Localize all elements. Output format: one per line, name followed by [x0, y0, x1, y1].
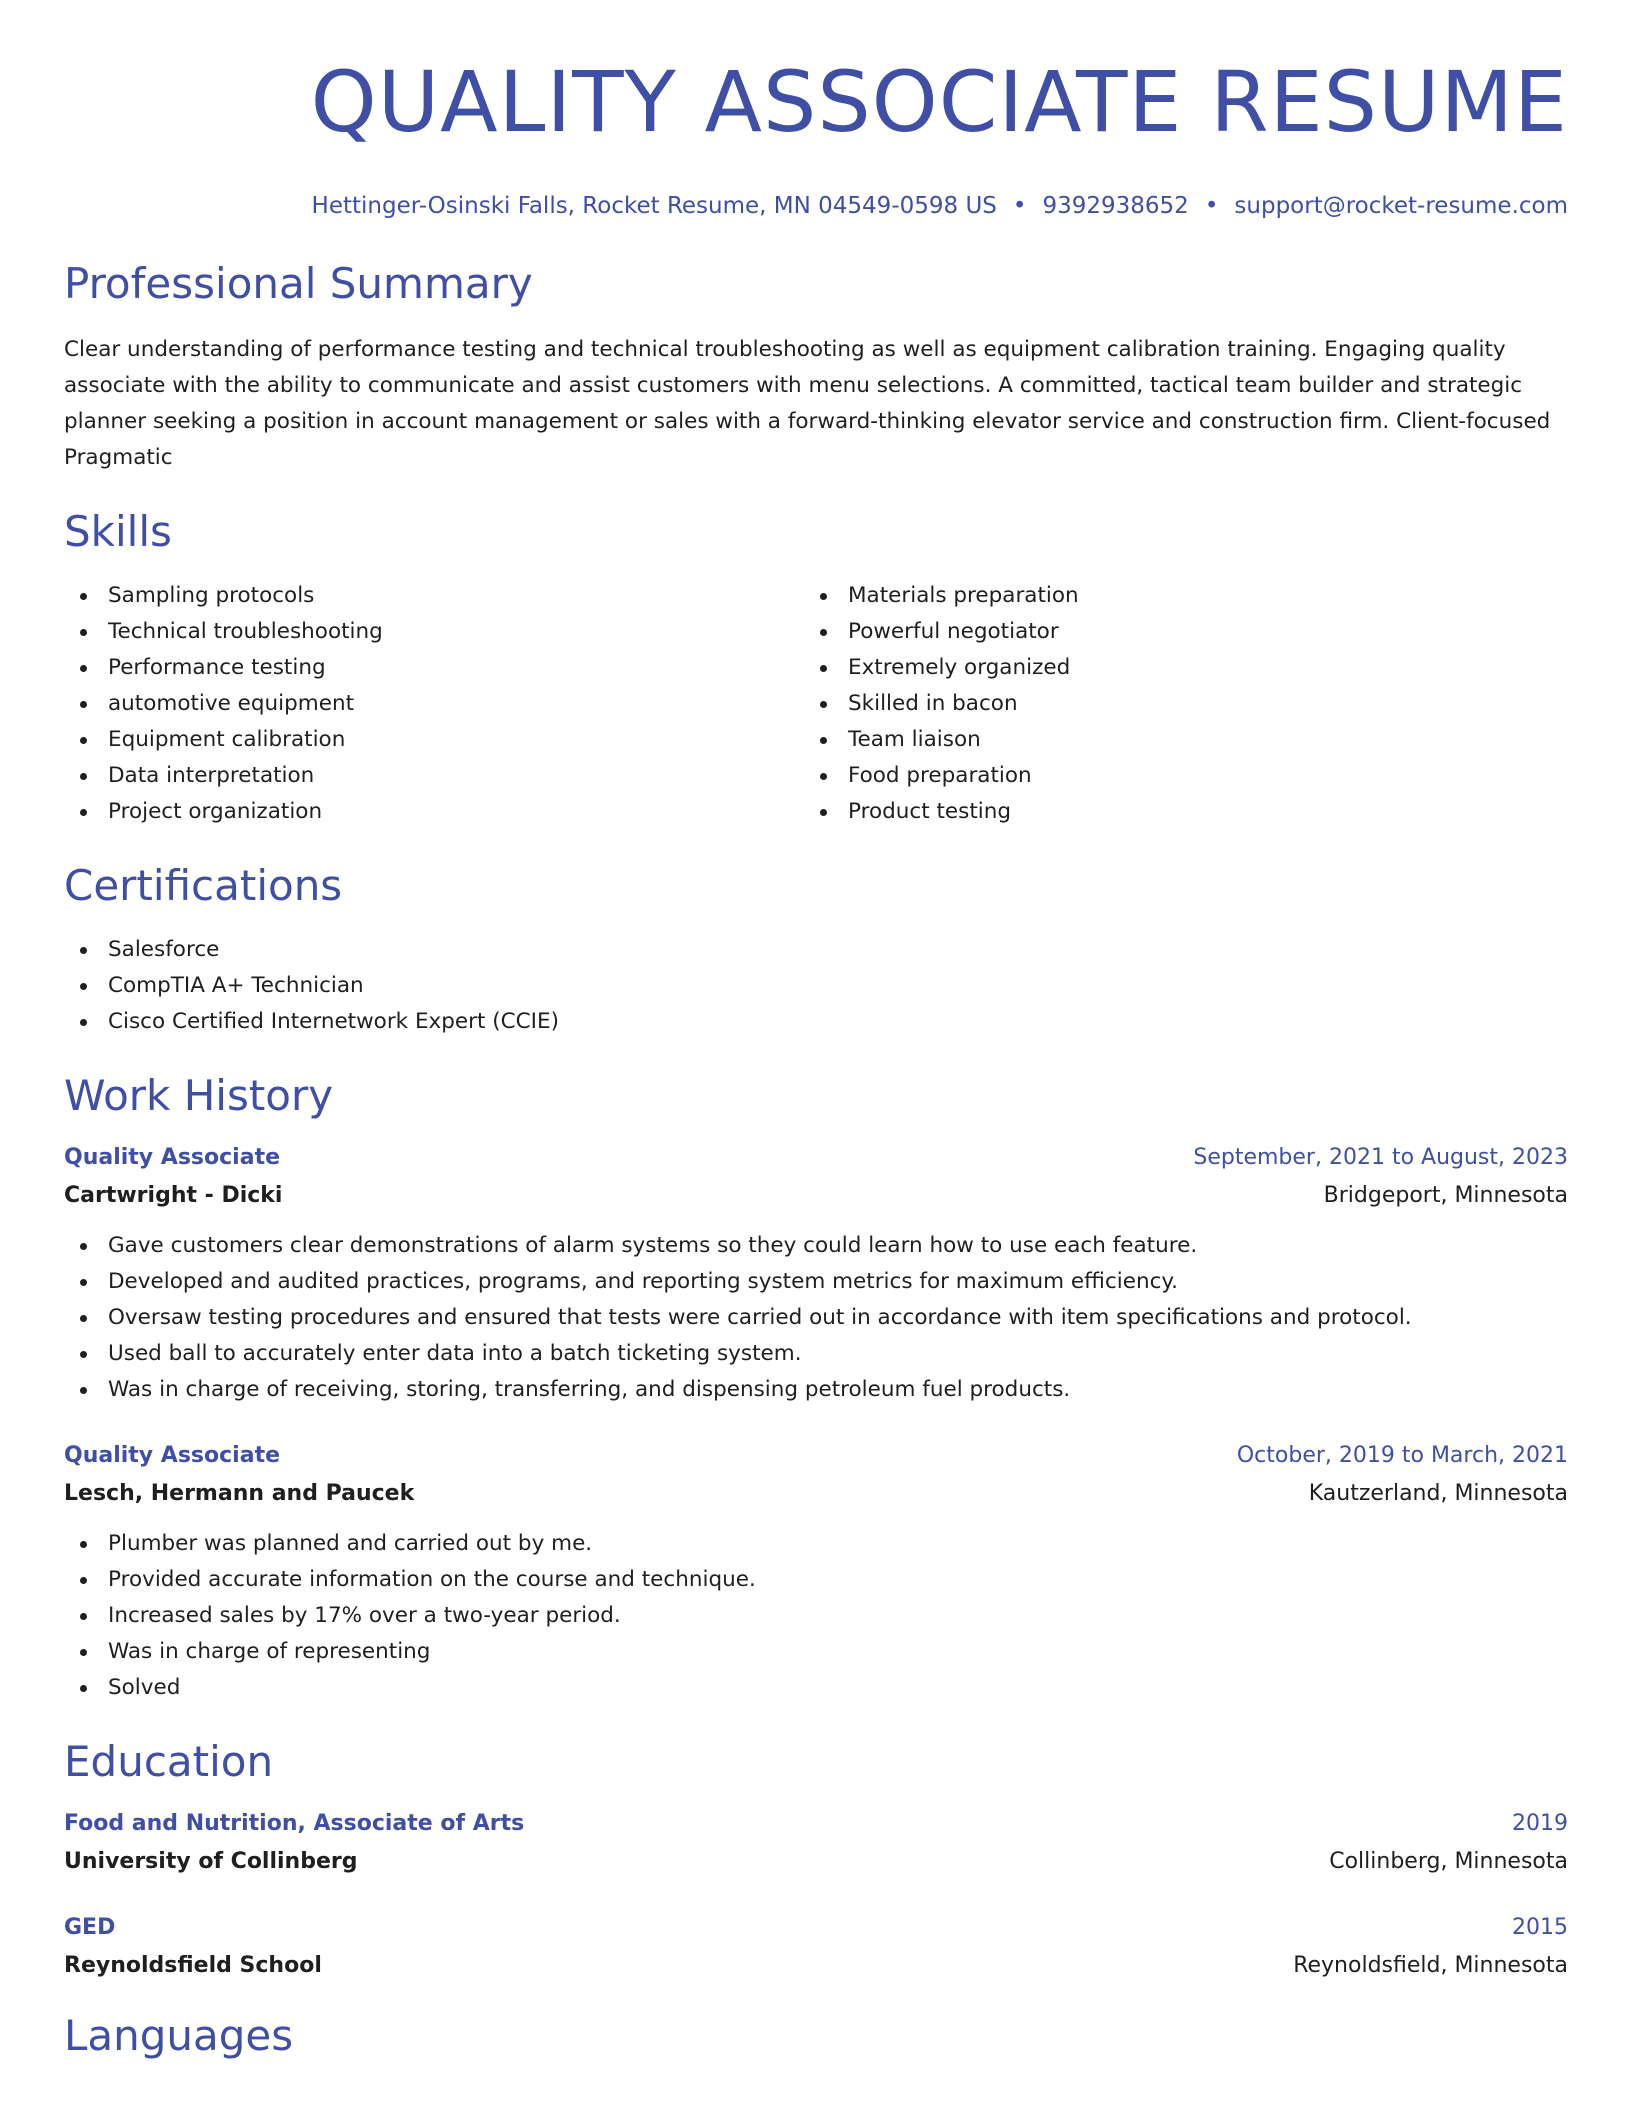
job-title-row	[64, 1438, 1568, 1474]
job-company: Cartwright - Dicki	[64, 1183, 283, 1208]
job-location: Bridgeport, Minnesota	[1323, 1183, 1568, 1208]
contact-email[interactable]: support@rocket-resume.com	[1234, 193, 1568, 219]
education-degree-row	[64, 1806, 1568, 1842]
job-location: Kautzerland, Minnesota	[1308, 1481, 1568, 1506]
list-item: Provided accurate information on the course and technique.	[64, 1562, 1568, 1598]
skills-heading: Skills	[64, 507, 172, 556]
certifications-heading: Certifications	[64, 861, 343, 910]
job-dates: October, 2019 to March, 2021	[1236, 1443, 1568, 1468]
resume-title: QUALITY ASSOCIATE RESUME	[310, 53, 1568, 151]
job-dates: September, 2021 to August, 2023	[1193, 1145, 1568, 1170]
list-item: Product testing	[804, 794, 1544, 830]
contact-phone: 9392938652	[1042, 193, 1189, 219]
list-item: Powerful negotiator	[804, 614, 1544, 650]
list-item: Gave customers clear demonstrations of alarm systems so they could learn how to use each feature.	[64, 1228, 1568, 1264]
education-location: Reynoldsfield, Minnesota	[1293, 1953, 1568, 1978]
list-item: Used ball to accurately enter data into a batch ticketing system.	[64, 1336, 1568, 1372]
list-item: Sampling protocols	[64, 578, 804, 614]
contact-line	[64, 190, 1568, 222]
list-item: automotive equipment	[64, 686, 804, 722]
list-item: Increased sales by 17% over a two-year period.	[64, 1598, 1568, 1634]
skills-section	[64, 506, 1568, 830]
work-history-heading: Work History	[64, 1071, 334, 1120]
job-bullets	[64, 1228, 1568, 1408]
summary-heading: Professional Summary	[64, 259, 533, 308]
education-school: University of Collinberg	[64, 1849, 358, 1874]
list-item: Team liaison	[804, 722, 1544, 758]
list-item: Was in charge of receiving, storing, transferring, and dispensing petroleum fuel products.	[64, 1372, 1568, 1408]
list-item: Extremely organized	[804, 650, 1544, 686]
resume-header	[64, 0, 1568, 222]
education-entry	[64, 1910, 1568, 1986]
skills-columns	[64, 578, 1568, 830]
skills-list-left	[64, 578, 804, 830]
certifications-section	[64, 860, 1568, 1040]
education-school-row	[64, 1946, 1568, 1986]
education-section	[64, 1736, 1568, 1986]
certifications-list	[64, 932, 1568, 1040]
education-year: 2019	[1512, 1811, 1568, 1836]
job-title-row	[64, 1140, 1568, 1176]
list-item: Salesforce	[64, 932, 1568, 968]
education-heading: Education	[64, 1737, 274, 1786]
list-item: CompTIA A+ Technician	[64, 968, 1568, 1004]
list-item: Technical troubleshooting	[64, 614, 804, 650]
contact-separator: •	[1204, 193, 1219, 219]
list-item: Materials preparation	[804, 578, 1544, 614]
list-item: Was in charge of representing	[64, 1634, 1568, 1670]
job-company: Lesch, Hermann and Paucek	[64, 1481, 415, 1506]
contact-separator: •	[1012, 193, 1027, 219]
skills-list-right	[804, 578, 1544, 830]
job-entry	[64, 1438, 1568, 1706]
education-entry	[64, 1806, 1568, 1882]
summary-section	[64, 258, 1568, 476]
list-item: Skilled in bacon	[804, 686, 1544, 722]
list-item: Food preparation	[804, 758, 1544, 794]
education-school: Reynoldsfield School	[64, 1953, 322, 1978]
education-degree-row	[64, 1910, 1568, 1946]
education-school-row	[64, 1842, 1568, 1882]
job-title: Quality Associate	[64, 1443, 281, 1468]
list-item: Data interpretation	[64, 758, 804, 794]
list-item: Plumber was planned and carried out by me.	[64, 1526, 1568, 1562]
list-item: Solved	[64, 1670, 1568, 1706]
education-year: 2015	[1512, 1915, 1568, 1940]
job-entry	[64, 1140, 1568, 1408]
contact-address: Hettinger-Osinski Falls, Rocket Resume, MN 04549-0598 US	[311, 193, 997, 219]
list-item: Developed and audited practices, programs, and reporting system metrics for maximum efficiency.	[64, 1264, 1568, 1300]
education-degree: Food and Nutrition, Associate of Arts	[64, 1811, 525, 1836]
list-item: Project organization	[64, 794, 804, 830]
list-item: Equipment calibration	[64, 722, 804, 758]
education-location: Collinberg, Minnesota	[1329, 1849, 1568, 1874]
languages-heading: Languages	[64, 2011, 294, 2060]
list-item: Oversaw testing procedures and ensured that tests were carried out in accordance with item specifications and protocol.	[64, 1300, 1568, 1336]
languages-section	[64, 2010, 1568, 2062]
list-item: Cisco Certified Internetwork Expert (CCIE)	[64, 1004, 1568, 1040]
education-degree: GED	[64, 1915, 116, 1940]
list-item: Performance testing	[64, 650, 804, 686]
job-bullets	[64, 1526, 1568, 1706]
work-history-section	[64, 1070, 1568, 1706]
job-company-row	[64, 1474, 1568, 1514]
job-title: Quality Associate	[64, 1145, 281, 1170]
summary-text: Clear understanding of performance testing and technical troubleshooting as well as equipment calibration training. Engaging quality associate with the ability to communicate and assist customers with menu selections. A committed, tactical team builder and strategic planner seeking a position in account management or sales with a forward-thinking elevator service and construction firm. Client-focused Pragmatic	[64, 337, 1551, 470]
job-company-row	[64, 1176, 1568, 1216]
